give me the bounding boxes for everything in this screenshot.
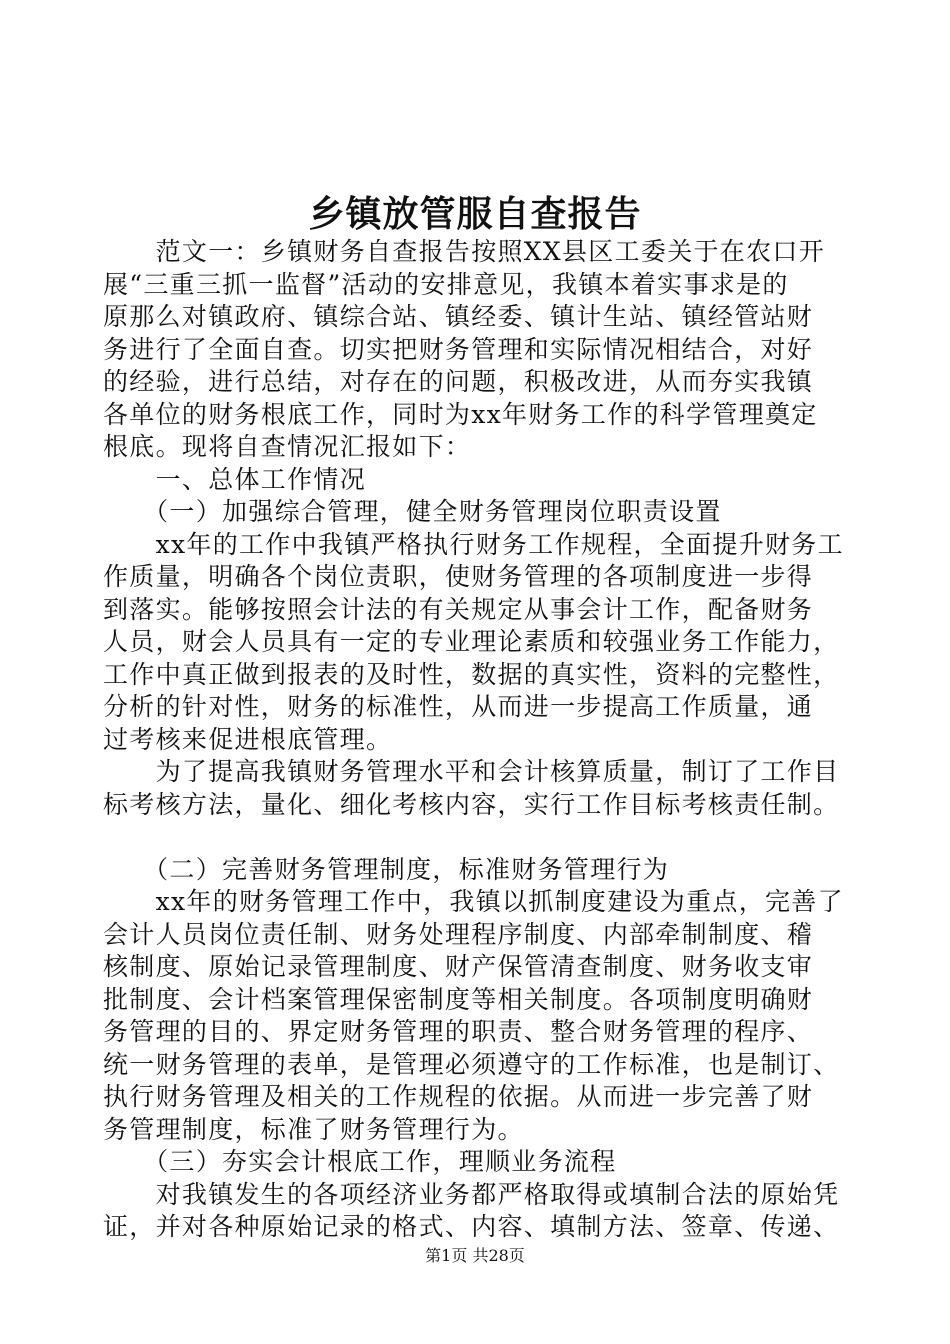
text-line: 展“三重三抓一监督”活动的安排意见，我镇本着实事求是的	[103, 269, 789, 299]
text-line: 执行财务管理及相关的工作规程的依据。从而进一步完善了财	[103, 1082, 814, 1111]
text-line: 根底。现将自查情况汇报如下：	[103, 432, 472, 461]
text-line: （三）夯实会计根底工作，理顺业务流程	[103, 1147, 617, 1176]
text-line: 一、总体工作情况	[103, 464, 367, 494]
text-line: 批制度、会计档案管理保密制度等相关制度。各项制度明确财	[103, 984, 814, 1014]
text-line: 分析的针对性，财务的标准性，从而进一步提高工作质量，通	[103, 692, 814, 721]
text-line: 标考核方法，量化、细化考核内容，实行工作目标考核责任制。	[103, 789, 840, 819]
text-line: 的经验，进行总结，对存在的问题，积极改进，从而夯实我镇	[103, 367, 814, 396]
text-line: 对我镇发生的各项经济业务都严格取得或填制合法的原始凭	[103, 1179, 840, 1209]
text-line: 务管理的目的、界定财务管理的职责、整合财务管理的程序、	[103, 1017, 814, 1046]
text-line: 证，并对各种原始记录的格式、内容、填制方法、签章、传递、	[103, 1212, 840, 1241]
text-line: （二）完善财务管理制度，标准财务管理行为	[103, 854, 670, 884]
text-line: 统一财务管理的表单，是管理必须遵守的工作标准，也是制订、	[103, 1049, 840, 1079]
text-line	[103, 821, 863, 854]
text-line: 工作中真正做到报表的及时性，数据的真实性，资料的完整性，	[103, 659, 840, 689]
page-footer: 第1页 共28页	[425, 1246, 525, 1265]
text-line: （一）加强综合管理，健全财务管理岗位职责设置	[103, 497, 722, 526]
text-line: xx年的财务管理工作中，我镇以抓制度建设为重点，完善了	[103, 887, 844, 916]
text-line: 到落实。能够按照会计法的有关规定从事会计工作，配备财务	[103, 594, 814, 624]
text-line: 过考核来促进根底管理。	[103, 724, 393, 754]
text-line: 务管理制度，标准了财务管理行为。	[103, 1114, 524, 1144]
text-line: 务进行了全面自查。切实把财务管理和实际情况相结合，对好	[103, 334, 814, 364]
text-line: 核制度、原始记录管理制度、财产保管清查制度、财务收支审	[103, 952, 814, 981]
text-line: 范文一：乡镇财务自查报告按照XX县区工委关于在农口开	[103, 237, 825, 266]
text-line: 原那么对镇政府、镇综合站、镇经委、镇计生站、镇经管站财	[103, 302, 814, 331]
text-line: 各单位的财务根底工作，同时为xx年财务工作的科学管理奠定	[103, 399, 818, 429]
text-line: 作质量，明确各个岗位责职，使财务管理的各项制度进一步得	[103, 562, 814, 591]
text-line: xx年的工作中我镇严格执行财务工作规程，全面提升财务工	[103, 529, 844, 559]
text-line: 会计人员岗位责任制、财务处理程序制度、内部牵制制度、稽	[103, 919, 814, 949]
document-body	[103, 236, 863, 1244]
document-title: 乡镇放管服自查报告	[308, 194, 642, 235]
text-line: 为了提高我镇财务管理水平和会计核算质量，制订了工作目	[103, 757, 840, 786]
text-line: 人员，财会人员具有一定的专业理论素质和较强业务工作能力，	[103, 627, 840, 656]
